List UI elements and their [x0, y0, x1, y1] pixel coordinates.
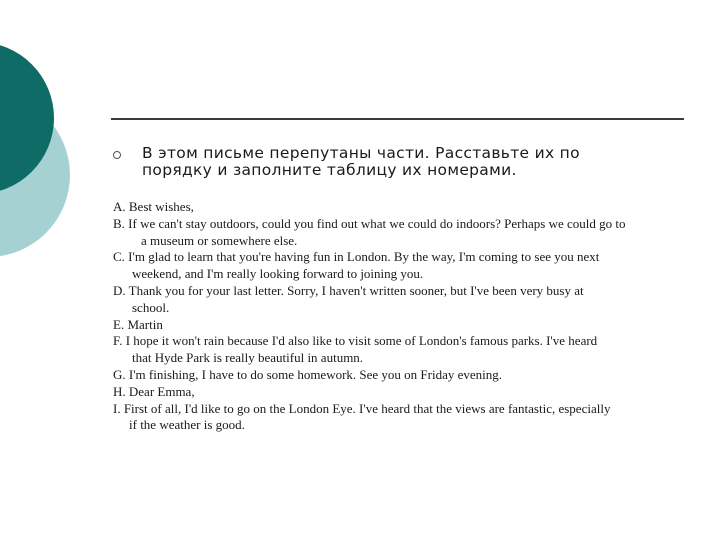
letter-part-text: F. I hope it won't rain because I'd also like to visit some of London's famous parks. I've heard	[113, 333, 598, 349]
letter-part-continuation: if the weather is good.	[129, 417, 245, 433]
letter-part-continuation: school.	[132, 299, 170, 315]
letter-part-text: G. I'm finishing, I have to do some homework. See you on Friday evening.	[113, 366, 503, 382]
instruction-line-2: порядку и заполните таблицу их номерами.	[142, 161, 517, 179]
letter-part-text: H. Dear Emma,	[113, 383, 195, 399]
letter-part-h	[113, 384, 688, 401]
instruction-line-1: В этом письме перепутаны части. Расставьте их по	[142, 144, 580, 162]
title-divider-line	[111, 118, 684, 120]
letter-part-g	[113, 367, 688, 384]
letter-part-f	[113, 333, 688, 367]
letter-part-e	[113, 317, 688, 334]
letter-part-i	[113, 401, 688, 435]
letter-part-text: D. Thank you for your last letter. Sorry, I haven't written sooner, but I've been very busy at	[113, 282, 584, 298]
letter-part-text: I. First of all, I'd like to go on the London Eye. I've heard that the views are fantastic, especially	[113, 400, 611, 416]
letter-part-continuation: a museum or somewhere else.	[141, 232, 298, 248]
letter-part-a	[113, 199, 688, 216]
letter-part-c	[113, 249, 688, 283]
letter-part-text: A. Best wishes,	[113, 199, 194, 214]
letter-part-d	[113, 283, 688, 317]
letter-part-continuation: that Hyde Park is really beautiful in autumn.	[132, 350, 364, 366]
letter-part-text: B. If we can't stay outdoors, could you find out what we could do indoors? Perhaps we could go to	[113, 215, 626, 231]
letter-part-continuation: weekend, and I'm really looking forward to joining you.	[132, 266, 424, 282]
task-instruction	[142, 145, 662, 179]
letter-part-text: C. I'm glad to learn that you're having fun in London. By the way, I'm coming to see you next	[113, 249, 600, 265]
letter-part-text: E. Martin	[113, 316, 163, 332]
bullet-circle-icon	[113, 151, 121, 159]
letter-parts-list	[113, 199, 688, 434]
letter-part-b	[113, 216, 688, 250]
